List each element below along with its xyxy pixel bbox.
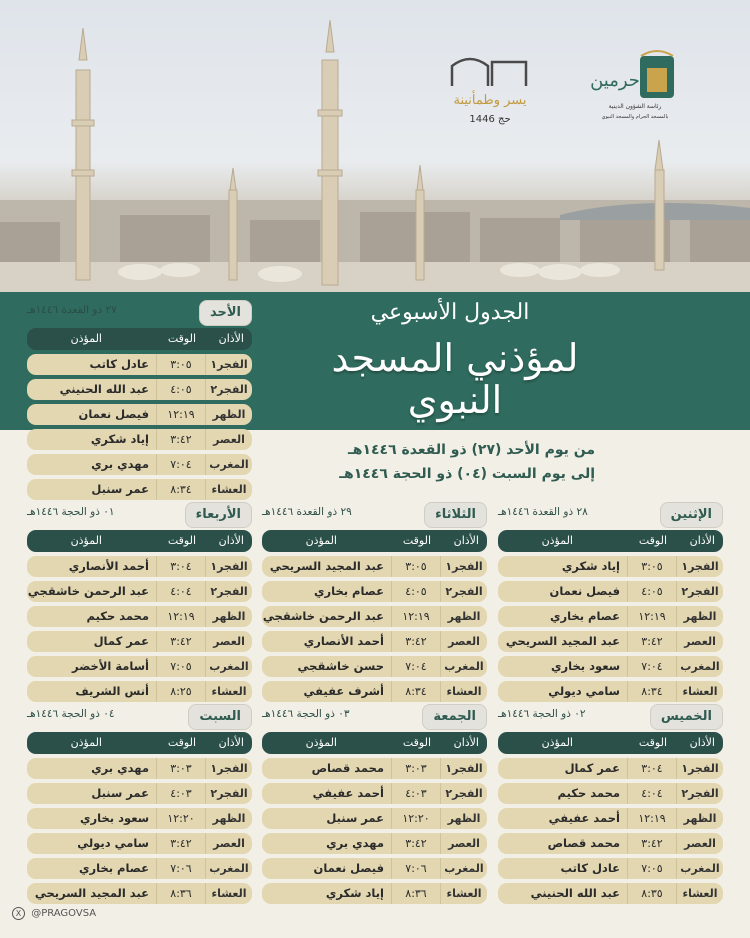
table-row bbox=[498, 631, 723, 652]
muezzin-name: فيصل نعمان bbox=[78, 407, 149, 421]
prayer-name: الظهر bbox=[683, 610, 717, 623]
muezzin-name: عادل كاتب bbox=[89, 357, 149, 371]
col-time: الوقت bbox=[167, 332, 196, 345]
prayer-name: الفجر٢ bbox=[681, 787, 719, 800]
table-row bbox=[27, 681, 252, 702]
date-range-to: إلى يوم السبت (٠٤) ذو الحجة ١٤٤٦هـ bbox=[339, 466, 595, 482]
table-row bbox=[27, 454, 252, 475]
prayer-name: العصر bbox=[213, 433, 245, 446]
day-date: ٢٧ ذو القعدة ١٤٤٦هـ bbox=[27, 304, 117, 316]
table-row bbox=[498, 858, 723, 879]
x-logo-icon: X bbox=[12, 907, 25, 920]
muezzin-name: أنس الشريف bbox=[75, 684, 149, 698]
prayer-time: ٣:٤٢ bbox=[627, 833, 677, 854]
prayer-name: العصر bbox=[684, 635, 716, 648]
prayer-time: ٤:٠٥ bbox=[391, 581, 441, 602]
day-table bbox=[27, 502, 252, 702]
prayer-name: العصر bbox=[213, 635, 245, 648]
col-prayer: الأذان bbox=[689, 534, 715, 547]
prayer-time: ٣:٠٤ bbox=[627, 758, 677, 779]
prayer-time: ٧:٠٤ bbox=[156, 454, 206, 475]
prayer-name: الظهر bbox=[212, 812, 246, 825]
table-row bbox=[262, 606, 487, 627]
prayer-time: ٤:٠٥ bbox=[627, 581, 677, 602]
prayer-name: الفجر١ bbox=[445, 762, 483, 775]
muezzin-name: سامي ديولي bbox=[548, 684, 620, 698]
prayer-name: العشاء bbox=[446, 685, 482, 698]
muezzin-name: محمد قصاص bbox=[311, 761, 384, 775]
table-header bbox=[27, 732, 252, 754]
prayer-time: ١٢:٢٠ bbox=[391, 808, 441, 829]
muezzin-name: عصام بخاري bbox=[78, 861, 149, 875]
haramain-emblem-icon bbox=[575, 48, 695, 128]
prayer-time: ٧:٠٦ bbox=[391, 858, 441, 879]
prayer-time: ٤:٠٤ bbox=[627, 783, 677, 804]
prayer-name: العشاء bbox=[446, 887, 482, 900]
prayer-name: المغرب bbox=[209, 862, 249, 875]
col-muezzin: المؤذن bbox=[541, 534, 573, 547]
muezzin-name: أحمد عفيفي bbox=[312, 786, 384, 800]
muezzin-name: أحمد عفيفي bbox=[548, 811, 620, 825]
page-title-line2: لمؤذني المسجد النبوي bbox=[331, 336, 579, 422]
day-header bbox=[262, 704, 487, 730]
prayer-time: ٣:٤٢ bbox=[627, 631, 677, 652]
arch-gate-icon bbox=[440, 48, 540, 128]
date-range-from: من يوم الأحد (٢٧) ذو القعدة ١٤٤٦هـ bbox=[347, 442, 595, 458]
mosque-skyline-illustration bbox=[0, 0, 750, 292]
muezzin-name: فيصل نعمان bbox=[313, 861, 384, 875]
table-row bbox=[262, 631, 487, 652]
col-prayer: الأذان bbox=[689, 736, 715, 749]
day-header bbox=[498, 502, 723, 528]
footer-handle: @PRAGOVSA bbox=[31, 908, 97, 919]
prayer-time: ٨:٣٦ bbox=[156, 883, 206, 904]
prayer-time: ٨:٣٥ bbox=[627, 883, 677, 904]
muezzin-name: فيصل نعمان bbox=[549, 584, 620, 598]
table-row bbox=[27, 556, 252, 577]
prayer-name: العشاء bbox=[211, 685, 247, 698]
table-header bbox=[498, 732, 723, 754]
muezzin-name: عبد الله الحنيني bbox=[59, 382, 149, 396]
col-prayer: الأذان bbox=[453, 736, 479, 749]
muezzin-name: عادل كاتب bbox=[560, 861, 620, 875]
table-row bbox=[27, 479, 252, 500]
muezzin-name: سعود بخاري bbox=[551, 659, 620, 673]
prayer-time: ٨:٣٤ bbox=[156, 479, 206, 500]
prayer-name: الظهر bbox=[212, 408, 246, 421]
table-row bbox=[498, 833, 723, 854]
table-row bbox=[27, 656, 252, 677]
prayer-time: ٤:٠٣ bbox=[391, 783, 441, 804]
muezzin-name: مهدي بري bbox=[91, 761, 149, 775]
day-table bbox=[498, 704, 723, 904]
prayer-time: ٧:٠٦ bbox=[156, 858, 206, 879]
prayer-name: العشاء bbox=[682, 685, 718, 698]
muezzin-name: أحمد الأنصاري bbox=[68, 559, 149, 573]
prayer-name: العصر bbox=[684, 837, 716, 850]
col-time: الوقت bbox=[638, 736, 667, 749]
muezzin-name: عمر سنبل bbox=[91, 482, 149, 496]
table-row bbox=[27, 379, 252, 400]
muezzin-name: محمد حكيم bbox=[86, 609, 149, 623]
day-date: ٠٢ ذو الحجة ١٤٤٦هـ bbox=[498, 708, 586, 720]
muezzin-name: عبد المجيد السريحي bbox=[269, 559, 384, 573]
prayer-name: الفجر٢ bbox=[210, 787, 248, 800]
col-muezzin: المؤذن bbox=[541, 736, 573, 749]
prayer-time: ١٢:١٩ bbox=[156, 404, 206, 425]
prayer-name: الظهر bbox=[447, 610, 481, 623]
day-name: الأربعاء bbox=[185, 502, 252, 528]
col-muezzin: المؤذن bbox=[70, 736, 102, 749]
footer-handle-wrap bbox=[12, 907, 96, 920]
muezzin-name: أسامة الأخضر bbox=[72, 659, 149, 673]
prayer-name: العشاء bbox=[682, 887, 718, 900]
prayer-name: الظهر bbox=[212, 610, 246, 623]
col-prayer: الأذان bbox=[218, 332, 244, 345]
table-row bbox=[27, 606, 252, 627]
prayer-name: الفجر١ bbox=[445, 560, 483, 573]
prayer-time: ٣:٠٥ bbox=[627, 556, 677, 577]
col-time: الوقت bbox=[402, 534, 431, 547]
prayer-time: ١٢:١٩ bbox=[627, 808, 677, 829]
prayer-name: العشاء bbox=[211, 483, 247, 496]
prayer-name: العشاء bbox=[211, 887, 247, 900]
col-prayer: الأذان bbox=[218, 534, 244, 547]
prayer-name: المغرب bbox=[209, 660, 249, 673]
prayer-name: الفجر١ bbox=[210, 358, 248, 371]
table-row bbox=[262, 883, 487, 904]
muezzin-name: عمر سنبل bbox=[326, 811, 384, 825]
brand-left-sub: حج 1446 bbox=[469, 114, 511, 125]
muezzin-name: إياد شكري bbox=[325, 886, 384, 900]
prayer-time: ٧:٠٥ bbox=[627, 858, 677, 879]
page-title-line1: الجدول الأسبوعي bbox=[370, 300, 530, 325]
table-header bbox=[27, 530, 252, 552]
prayer-name: الفجر١ bbox=[681, 762, 719, 775]
prayer-time: ٤:٠٤ bbox=[156, 581, 206, 602]
day-name: الخميس bbox=[650, 704, 723, 730]
table-row bbox=[27, 808, 252, 829]
muezzin-name: إياد شكري bbox=[90, 432, 149, 446]
day-date: ٠١ ذو الحجة ١٤٤٦هـ bbox=[27, 506, 115, 518]
day-table bbox=[498, 502, 723, 702]
col-prayer: الأذان bbox=[453, 534, 479, 547]
col-time: الوقت bbox=[638, 534, 667, 547]
col-muezzin: المؤذن bbox=[70, 534, 102, 547]
day-name: الإثنين bbox=[660, 502, 723, 528]
muezzin-name: عبد المجيد السريحي bbox=[34, 886, 149, 900]
day-header bbox=[498, 704, 723, 730]
table-header bbox=[262, 732, 487, 754]
col-time: الوقت bbox=[167, 736, 196, 749]
table-row bbox=[498, 758, 723, 779]
table-row bbox=[27, 758, 252, 779]
prayer-name: الظهر bbox=[683, 812, 717, 825]
col-time: الوقت bbox=[167, 534, 196, 547]
prayer-time: ٣:٤٢ bbox=[156, 631, 206, 652]
brand-right-name: حرمين bbox=[590, 70, 640, 91]
prayer-time: ١٢:٢٠ bbox=[156, 808, 206, 829]
day-header bbox=[27, 300, 252, 326]
day-table bbox=[262, 704, 487, 904]
prayer-name: الفجر٢ bbox=[210, 383, 248, 396]
col-muezzin: المؤذن bbox=[70, 332, 102, 345]
table-header bbox=[27, 328, 252, 350]
muezzin-name: سامي ديولي bbox=[77, 836, 149, 850]
day-name: السبت bbox=[188, 704, 252, 730]
prayer-time: ٨:٣٦ bbox=[391, 883, 441, 904]
muezzin-name: أشرف عفيفي bbox=[303, 684, 384, 698]
table-header bbox=[262, 530, 487, 552]
table-row bbox=[498, 581, 723, 602]
muezzin-name: أحمد الأنصاري bbox=[303, 634, 384, 648]
prayer-time: ٧:٠٤ bbox=[627, 656, 677, 677]
table-row bbox=[498, 681, 723, 702]
table-row bbox=[262, 681, 487, 702]
prayer-time: ٧:٠٤ bbox=[391, 656, 441, 677]
prayer-time: ٧:٠٥ bbox=[156, 656, 206, 677]
prayer-name: الظهر bbox=[447, 812, 481, 825]
muezzin-name: عمر كمال bbox=[564, 761, 620, 775]
table-row bbox=[262, 833, 487, 854]
muezzin-name: مهدي بري bbox=[326, 836, 384, 850]
prayer-name: العصر bbox=[448, 635, 480, 648]
table-row bbox=[27, 858, 252, 879]
prayer-time: ٣:٤٢ bbox=[391, 833, 441, 854]
table-row bbox=[262, 581, 487, 602]
prayer-name: المغرب bbox=[680, 862, 720, 875]
day-date: ٢٨ ذو القعدة ١٤٤٦هـ bbox=[498, 506, 588, 518]
muezzin-name: سعود بخاري bbox=[80, 811, 149, 825]
table-row bbox=[262, 556, 487, 577]
prayer-name: المغرب bbox=[444, 862, 484, 875]
table-row bbox=[27, 833, 252, 854]
prayer-name: الفجر٢ bbox=[445, 585, 483, 598]
table-row bbox=[498, 606, 723, 627]
col-prayer: الأذان bbox=[218, 736, 244, 749]
day-table bbox=[262, 502, 487, 702]
prayer-time: ١٢:١٩ bbox=[627, 606, 677, 627]
muezzin-name: عبد الرحمن خاشقجي bbox=[262, 609, 384, 623]
prayer-time: ٨:٣٤ bbox=[391, 681, 441, 702]
day-table bbox=[27, 300, 252, 500]
prayer-time: ٨:٢٥ bbox=[156, 681, 206, 702]
table-row bbox=[262, 783, 487, 804]
prayer-time: ٣:٠٤ bbox=[156, 556, 206, 577]
day-date: ٢٩ ذو القعدة ١٤٤٦هـ bbox=[262, 506, 352, 518]
prayer-time: ٤:٠٣ bbox=[156, 783, 206, 804]
table-row bbox=[262, 858, 487, 879]
prayer-time: ٣:٤٢ bbox=[156, 429, 206, 450]
muezzin-name: مهدي بري bbox=[91, 457, 149, 471]
day-date: ٠٤ ذو الحجة ١٤٤٦هـ bbox=[27, 708, 115, 720]
table-row bbox=[498, 656, 723, 677]
day-date: ٠٣ ذو الحجة ١٤٤٦هـ bbox=[262, 708, 350, 720]
muezzin-name: عصام بخاري bbox=[313, 584, 384, 598]
prayer-time: ٣:٠٣ bbox=[156, 758, 206, 779]
prayer-time: ١٢:١٩ bbox=[391, 606, 441, 627]
table-row bbox=[27, 404, 252, 425]
muezzin-name: عبد الرحمن خاشقجي bbox=[27, 584, 149, 598]
table-row bbox=[27, 354, 252, 375]
prayer-name: الفجر١ bbox=[681, 560, 719, 573]
muezzin-name: حسن خاشقجي bbox=[297, 659, 384, 673]
prayer-name: الفجر٢ bbox=[445, 787, 483, 800]
day-name: الأحد bbox=[199, 300, 252, 326]
prayer-time: ١٢:١٩ bbox=[156, 606, 206, 627]
prayer-name: المغرب bbox=[209, 458, 249, 471]
col-muezzin: المؤذن bbox=[305, 736, 337, 749]
table-row bbox=[262, 808, 487, 829]
table-row bbox=[27, 429, 252, 450]
prayer-time: ٣:٠٥ bbox=[156, 354, 206, 375]
day-table bbox=[27, 704, 252, 904]
muezzin-name: عبد الله الحنيني bbox=[530, 886, 620, 900]
day-name: الجمعة bbox=[422, 704, 487, 730]
brand-left-name: يسر وطمأنينة bbox=[453, 93, 527, 108]
table-row bbox=[27, 631, 252, 652]
mosque-photo bbox=[0, 0, 750, 292]
col-time: الوقت bbox=[402, 736, 431, 749]
prayer-name: المغرب bbox=[444, 660, 484, 673]
prayer-time: ٣:٠٣ bbox=[391, 758, 441, 779]
table-row bbox=[262, 656, 487, 677]
prayer-name: الفجر٢ bbox=[681, 585, 719, 598]
table-header bbox=[498, 530, 723, 552]
day-header bbox=[262, 502, 487, 528]
brand-right-sub1: رئاسة الشؤون الدينية bbox=[608, 103, 662, 110]
col-muezzin: المؤذن bbox=[305, 534, 337, 547]
prayer-name: الفجر١ bbox=[210, 762, 248, 775]
table-row bbox=[498, 883, 723, 904]
prayer-name: الفجر٢ bbox=[210, 585, 248, 598]
prayer-name: العصر bbox=[213, 837, 245, 850]
table-row bbox=[498, 808, 723, 829]
prayer-time: ٣:٤٢ bbox=[156, 833, 206, 854]
prayer-time: ٣:٤٢ bbox=[391, 631, 441, 652]
table-row bbox=[27, 783, 252, 804]
day-header bbox=[27, 704, 252, 730]
prayer-name: المغرب bbox=[680, 660, 720, 673]
table-row bbox=[498, 556, 723, 577]
table-row bbox=[262, 758, 487, 779]
muezzin-name: محمد قصاص bbox=[547, 836, 620, 850]
prayer-time: ٨:٣٤ bbox=[627, 681, 677, 702]
muezzin-name: عمر كمال bbox=[93, 634, 149, 648]
muezzin-name: عصام بخاري bbox=[549, 609, 620, 623]
brand-right-sub2: بالمسجد الحرام والمسجد النبوي bbox=[601, 114, 669, 120]
muezzin-name: عمر سنبل bbox=[91, 786, 149, 800]
muezzin-name: إياد شكري bbox=[561, 559, 620, 573]
day-name: الثلاثاء bbox=[424, 502, 487, 528]
prayer-time: ٤:٠٥ bbox=[156, 379, 206, 400]
table-row bbox=[27, 883, 252, 904]
table-row bbox=[498, 783, 723, 804]
muezzin-name: محمد حكيم bbox=[557, 786, 620, 800]
prayer-name: العصر bbox=[448, 837, 480, 850]
prayer-name: الفجر١ bbox=[210, 560, 248, 573]
table-row bbox=[27, 581, 252, 602]
day-header bbox=[27, 502, 252, 528]
prayer-time: ٣:٠٥ bbox=[391, 556, 441, 577]
muezzin-name: عبد المجيد السريحي bbox=[505, 634, 620, 648]
